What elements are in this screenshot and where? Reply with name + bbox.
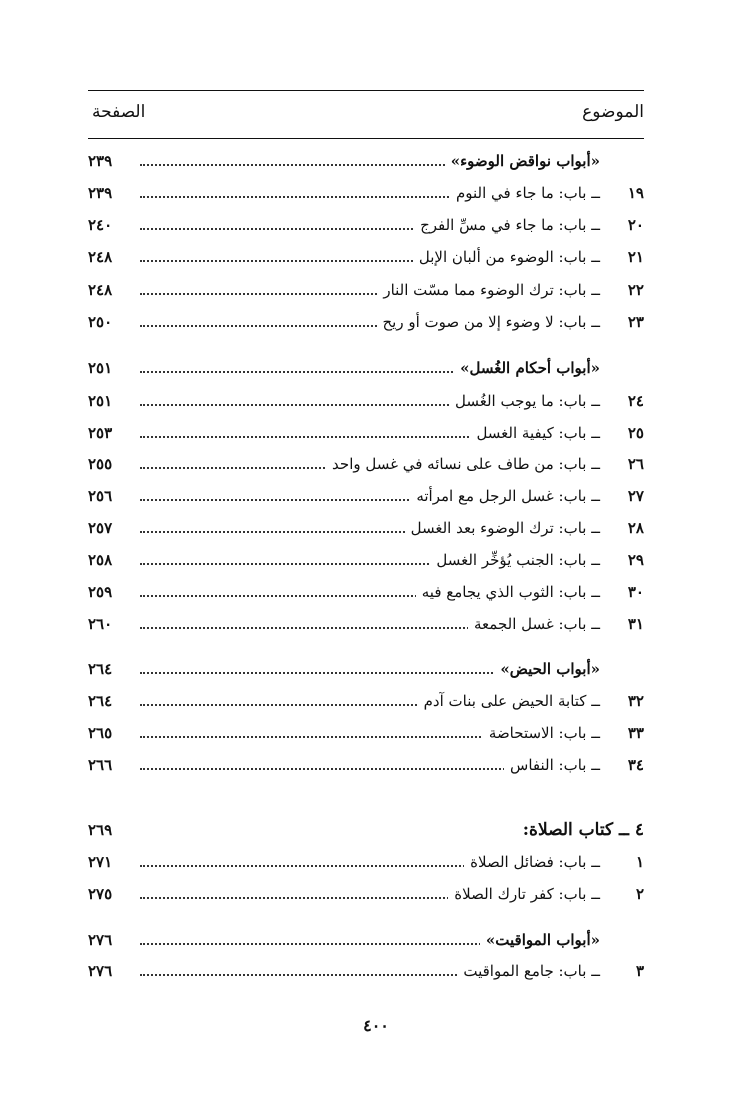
- toc-entry-page: ٢٧٥: [88, 885, 113, 903]
- toc-entry-title: ــ باب: ما يوجب الغُسل: [449, 388, 600, 414]
- toc-entry: [88, 244, 644, 270]
- toc-entry-page: ٢٦٤: [88, 660, 113, 678]
- toc-entry: [88, 180, 644, 206]
- toc-entry: [88, 547, 644, 573]
- toc-entry-page: ٢٥٥: [88, 455, 113, 473]
- toc-entry-page: ٢٥٩: [88, 583, 113, 601]
- toc-entry-number: ٢٥: [627, 424, 644, 442]
- toc-entry-page: ٢٣٩: [88, 152, 113, 170]
- toc-entry: [88, 958, 644, 984]
- toc-section-heading: [88, 927, 644, 953]
- toc-entry-number: ٢٤: [627, 392, 644, 410]
- toc-entry: [88, 752, 644, 778]
- toc-entry-page: ٢٥٦: [88, 487, 113, 505]
- toc-entry-title: ــ باب: الجنب يُؤخِّر الغسل: [430, 547, 600, 573]
- toc-entry-title: ــ باب: ما جاء في مسِّ الفرج: [414, 212, 600, 238]
- toc-chapter-heading: [88, 817, 644, 843]
- topic-column-header: الموضوع: [582, 102, 644, 122]
- toc-entry-page: ٢٥١: [88, 359, 113, 377]
- toc-entry-title: ــ باب: ترك الوضوء بعد الغسل: [405, 515, 600, 541]
- toc-entry: [88, 420, 644, 446]
- toc-entry-page: ٢٦٥: [88, 724, 113, 742]
- toc-entry-title: ــ باب: كفر تارك الصلاة: [448, 881, 600, 907]
- toc-entry-title: ــ باب: لا وضوء إلا من صوت أو ريح: [377, 309, 601, 335]
- toc-entry-number: ٢٦: [627, 455, 644, 473]
- toc-entry-title: ــ باب: ترك الوضوء مما مسّت النار: [377, 277, 600, 303]
- toc-entry-page: ٢٦٩: [88, 821, 113, 839]
- header-bottom-rule: [88, 138, 644, 139]
- toc-entry: [88, 277, 644, 303]
- toc-entry: [88, 483, 644, 509]
- toc-entry: [88, 720, 644, 746]
- toc-entry-page: ٢٦٤: [88, 692, 113, 710]
- toc-entry-page: ٢٧٦: [88, 931, 113, 949]
- toc-entry: [88, 611, 644, 637]
- toc-entry-page: ٢٥٣: [88, 424, 113, 442]
- toc-entry-title: ــ باب: غسل الجمعة: [468, 611, 600, 637]
- toc-entry-title: ــ باب: الوضوء من ألبان الإبل: [413, 244, 600, 270]
- toc-entry-title: «أبواب الحيض»: [494, 656, 600, 682]
- toc-entry-number: ٢: [635, 885, 644, 903]
- toc-entry: [88, 881, 644, 907]
- toc-entry-page: ٢٤٠: [88, 216, 113, 234]
- toc-entry: [88, 579, 644, 605]
- toc-entry-title: ــ باب: غسل الرجل مع امرأته: [410, 483, 600, 509]
- toc-entry-title: ــ باب: النفاس: [504, 752, 600, 778]
- toc-entry: [88, 849, 644, 875]
- toc-entry-title: ــ كتابة الحيض على بنات آدم: [418, 688, 600, 714]
- toc-entry: [88, 212, 644, 238]
- toc-entry-page: ٢٥٨: [88, 551, 113, 569]
- toc-entry-number: ٣٢: [627, 692, 644, 710]
- toc-entry-title: ــ باب: من طاف على نسائه في غسل واحد: [326, 451, 600, 477]
- toc-entry-page: ٢٥١: [88, 392, 113, 410]
- toc-entry-page: ٢٣٩: [88, 184, 113, 202]
- header-top-rule: [88, 90, 644, 91]
- toc-entry-number: ٢٣: [627, 313, 644, 331]
- toc-entry: [88, 688, 644, 714]
- toc-section-heading: [88, 148, 644, 174]
- toc-entry-number: ٢٩: [627, 551, 644, 569]
- toc-chapter-title: ٤ ــ كتاب الصلاة:: [517, 817, 644, 843]
- toc-section-heading: [88, 656, 644, 682]
- toc-entry-title: ــ باب: كيفية الغسل: [470, 420, 600, 446]
- toc-entry-title: ــ باب: الاستحاضة: [483, 720, 600, 746]
- toc-entry-number: ٢٠: [627, 216, 644, 234]
- toc-entry-number: ٢٨: [627, 519, 644, 537]
- toc-entry-number: ٣٤: [627, 756, 644, 774]
- toc-entry: [88, 309, 644, 335]
- toc-entry-page: ٢٦٠: [88, 615, 113, 633]
- toc-entry-number: ٣٠: [627, 583, 644, 601]
- toc-entry-number: ٢٧: [627, 487, 644, 505]
- toc-entry-number: ١: [635, 853, 644, 871]
- toc-entry-title: «أبواب المواقيت»: [480, 927, 600, 953]
- toc-entry-number: ٣١: [627, 615, 644, 633]
- toc-entry-page: ٢٧٦: [88, 962, 113, 980]
- toc-entry-number: ١٩: [627, 184, 644, 202]
- toc-entry-page: ٢٦٦: [88, 756, 113, 774]
- toc-entry: [88, 388, 644, 414]
- toc-entry: [88, 451, 644, 477]
- toc-entry-page: ٢٧١: [88, 853, 113, 871]
- toc-entry: [88, 515, 644, 541]
- toc-entry-title: «أبواب أحكام الغُسل»: [454, 355, 600, 381]
- toc-entry-page: ٢٥٠: [88, 313, 113, 331]
- page-number: ٤٠٠: [363, 1016, 389, 1035]
- toc-entry-title: ــ باب: فضائل الصلاة: [464, 849, 600, 875]
- toc-entry-page: ٢٤٨: [88, 248, 113, 266]
- toc-entry-title: ــ باب: الثوب الذي يجامع فيه: [416, 579, 600, 605]
- toc-entry-number: ٣٣: [627, 724, 644, 742]
- toc-entry-title: «أبواب نواقض الوضوء»: [445, 148, 600, 174]
- toc-entry-number: ٢١: [627, 248, 644, 266]
- toc-entry-title: ــ باب: ما جاء في النوم: [450, 180, 600, 206]
- toc-entry-page: ٢٤٨: [88, 281, 113, 299]
- toc-entry-number: ٢٢: [627, 281, 644, 299]
- toc-entry-number: ٣: [635, 962, 644, 980]
- toc-entry-title: ــ باب: جامع المواقيت: [457, 958, 600, 984]
- page-column-header: الصفحة: [92, 102, 146, 122]
- toc-section-heading: [88, 355, 644, 381]
- toc-entry-page: ٢٥٧: [88, 519, 113, 537]
